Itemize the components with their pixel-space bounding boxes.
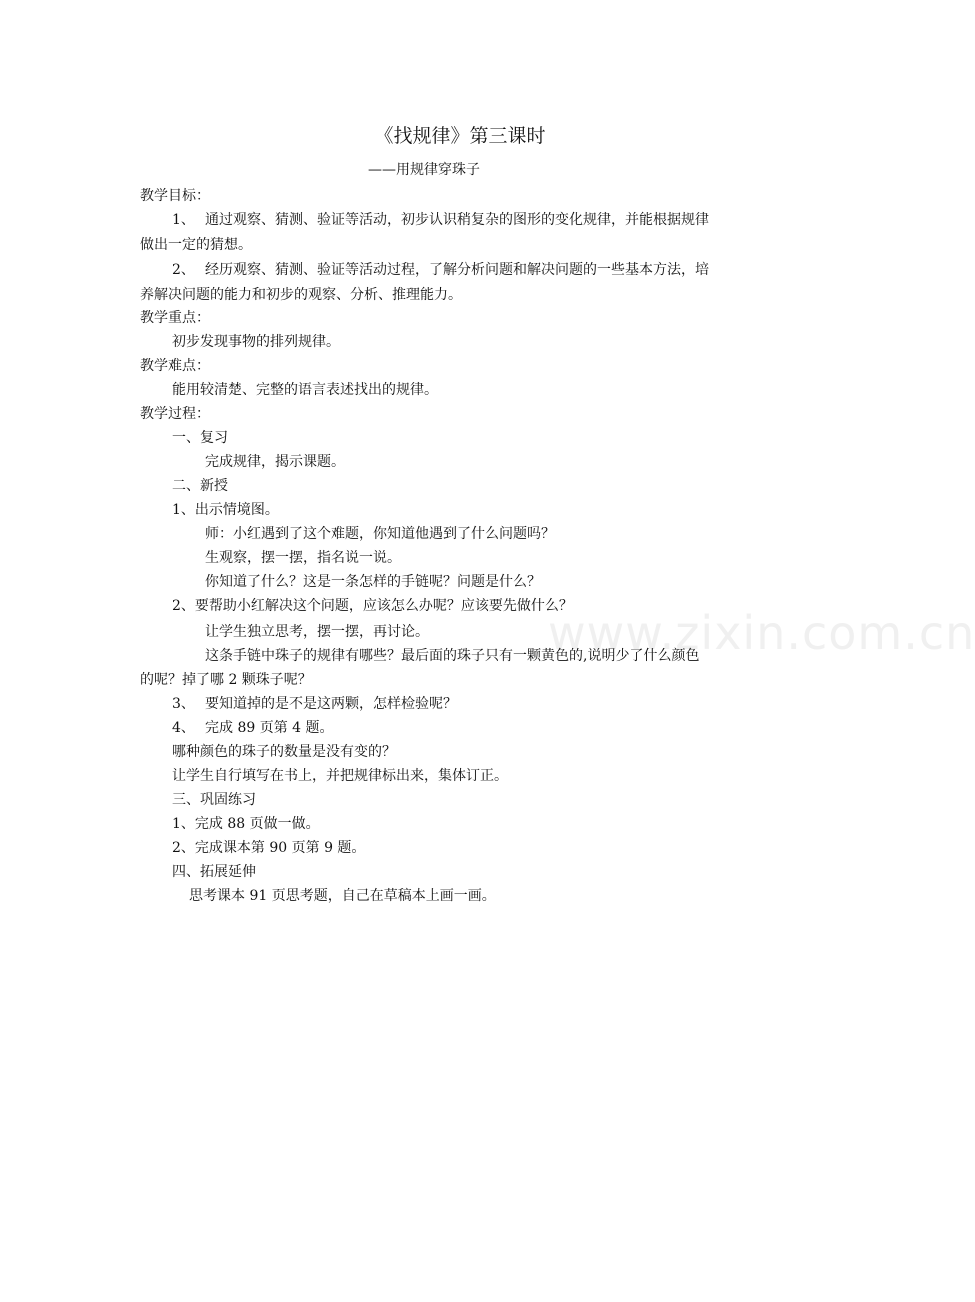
objective-2-text: 经历观察、猜测、验证等活动过程，了解分析问题和解决问题的一些基本方法，培 bbox=[205, 262, 709, 278]
step-1-line-3: 你知道了什么？这是一条怎样的手链呢？问题是什么？ bbox=[205, 574, 541, 590]
step-2: 2、要帮助小红解决这个问题，应该怎么办呢？应该要先做什么？ bbox=[172, 598, 573, 614]
step-3-number: 3、 bbox=[172, 696, 195, 712]
practice-1: 1、完成 88 页做一做。 bbox=[172, 816, 320, 832]
step-1: 1、出示情境图。 bbox=[172, 502, 279, 518]
objective-2-number: 2、 bbox=[172, 262, 195, 278]
objective-1-number: 1、 bbox=[172, 212, 195, 228]
step-2-line-2: 这条手链中珠子的规律有哪些？最后面的珠子只有一颗黄色的,说明少了什么颜色 bbox=[205, 648, 700, 664]
step-4-line-1: 哪种颜色的珠子的数量是没有变的？ bbox=[172, 744, 396, 760]
key-point-heading: 教学重点： bbox=[140, 310, 210, 326]
watermark: www.zixin.com.cn bbox=[548, 606, 975, 660]
section-1-text: 完成规律，揭示课题。 bbox=[205, 454, 345, 470]
difficulty-text: 能用较清楚、完整的语言表述找出的规律。 bbox=[172, 382, 438, 398]
step-4-text: 完成 89 页第 4 题。 bbox=[205, 720, 334, 736]
practice-2: 2、完成课本第 90 页第 9 题。 bbox=[172, 840, 366, 856]
step-4-line-2: 让学生自行填写在书上，并把规律标出来，集体订正。 bbox=[172, 768, 508, 784]
process-heading: 教学过程： bbox=[140, 406, 210, 422]
objectives-heading: 教学目标： bbox=[140, 188, 210, 204]
objective-1-text: 通过观察、猜测、验证等活动，初步认识稍复杂的图形的变化规律，并能根据规律 bbox=[205, 212, 709, 228]
document-title: 《找规律》第三课时 bbox=[374, 125, 546, 147]
section-1-title: 一、复习 bbox=[172, 430, 228, 446]
step-3-text: 要知道掉的是不是这两颗，怎样检验呢？ bbox=[205, 696, 457, 712]
section-2-title: 二、新授 bbox=[172, 478, 228, 494]
document-subtitle: ——用规律穿珠子 bbox=[368, 162, 480, 178]
step-4-number: 4、 bbox=[172, 720, 195, 736]
extension-text: 思考课本 91 页思考题，自己在草稿本上画一画。 bbox=[189, 888, 496, 904]
section-3-title: 三、巩固练习 bbox=[172, 792, 256, 808]
section-4-title: 四、拓展延伸 bbox=[172, 864, 256, 880]
objective-1-continuation: 做出一定的猜想。 bbox=[140, 237, 252, 253]
step-2-line-1: 让学生独立思考，摆一摆，再讨论。 bbox=[205, 624, 429, 640]
key-point-text: 初步发现事物的排列规律。 bbox=[172, 334, 340, 350]
step-1-line-2: 生观察，摆一摆，指名说一说。 bbox=[205, 550, 401, 566]
step-1-line-1: 师：小红遇到了这个难题，你知道他遇到了什么问题吗？ bbox=[205, 526, 555, 542]
objective-2-continuation: 养解决问题的能力和初步的观察、分析、推理能力。 bbox=[140, 287, 462, 303]
difficulty-heading: 教学难点： bbox=[140, 358, 210, 374]
step-2-line-2-continuation: 的呢？掉了哪 2 颗珠子呢？ bbox=[140, 672, 312, 688]
